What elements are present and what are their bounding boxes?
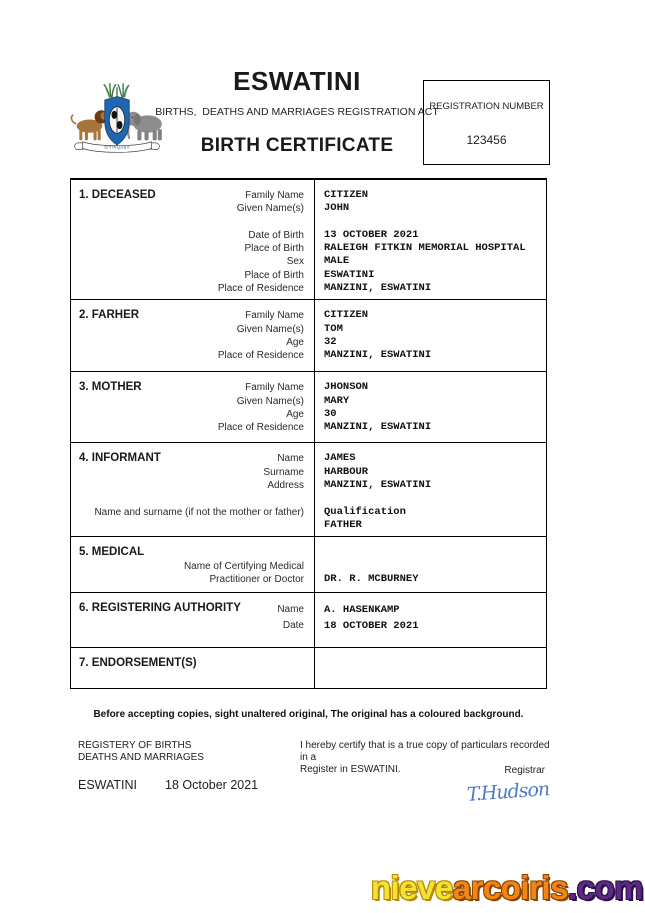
field-label: Family Name [245,382,304,394]
field-label: Place of Residence [217,350,304,362]
certificate-section [71,443,546,537]
section-labels [71,537,314,590]
section-title: 2. FARHER [79,309,140,322]
section-values [314,537,546,592]
watermark-part3: .com [567,869,643,906]
field-label: Date of Birth [248,229,304,241]
field-label: Given Name(s) [236,323,304,335]
field-value: RALEIGH FITKIN MEMORIAL HOSPITAL [324,242,526,255]
field-value: CITIZEN [324,309,369,322]
certificate-section [71,180,546,300]
field-value [324,560,544,573]
certificate-section [71,372,546,443]
section-values [314,443,546,536]
registry-block [78,740,204,764]
certify-line2: Register in ESWATINI. [300,764,401,775]
registration-number-value: 123456 [466,133,507,147]
field-label: Address [267,479,304,491]
field-value: 30 [324,407,337,420]
field-value: HARBOUR [324,465,369,478]
certify-line1: I hereby certify that is a true copy of particulars recorded in a [300,740,550,763]
certificate-section [71,648,546,688]
field-label [71,216,304,229]
field-value: A. HASENKAMP [324,604,400,617]
field-label: Surname [263,466,304,478]
field-label: Place of Birth [244,269,304,281]
eswatini-coat-of-arms-icon [64,82,170,162]
field-value: MANZINI, ESWATINI [324,282,432,295]
registrar-label: Registrar [504,765,545,776]
field-label: Age [286,336,304,348]
field-label: Family Name [245,190,304,201]
field-value: MANZINI, ESWATINI [324,421,432,434]
certificate-section [71,593,546,648]
field-value [324,546,544,559]
certificate-section [71,300,546,372]
field-value: JAMES [324,452,356,465]
field-value: 13 OCTOBER 2021 [324,228,419,241]
section-values [314,648,546,688]
section-labels [71,593,314,638]
field-value: MANZINI, ESWATINI [324,349,432,362]
field-label: Given Name(s) [236,395,304,407]
field-value: FATHER [324,518,362,531]
site-watermark [371,869,643,907]
field-label: Age [286,408,304,420]
field-label: Name [277,453,304,465]
section-title: 1. DECEASED [79,189,156,201]
issue-date: 18 October 2021 [165,778,259,792]
country-title: ESWATINI [233,66,361,96]
field-value: Qualification [324,505,406,518]
field-value: 18 OCTOBER 2021 [324,620,419,633]
field-value: JHONSON [324,381,369,394]
section-values [314,593,546,647]
field-label: Date [282,620,304,632]
field-label: Sex [286,256,304,268]
document-title: BIRTH CERTIFICATE [200,135,394,156]
field-label: Practitioner or Doctor [209,573,304,585]
field-value: JOHN [324,202,350,215]
field-label: Place of Residence [217,422,304,434]
certificate-table [70,178,547,689]
issue-place: ESWATINI [78,778,138,792]
field-label: Name [277,604,304,616]
field-label: Given Name(s) [236,203,304,215]
section-title: 7. ENDORSEMENT(S) [79,657,197,670]
field-value: 32 [324,335,337,348]
registrar-signature: T.Hudson [466,778,550,806]
section-title: 6. REGISTERING AUTHORITY [79,602,241,615]
section-title: 5. MEDICAL [79,546,145,559]
certificate-section [71,537,546,593]
field-label: Place of Birth [244,243,304,255]
field-value: CITIZEN [324,189,369,201]
act-subtitle: BIRTHS, DEATHS AND MARRIAGES REGISTRATION ACT [155,106,439,118]
field-value: MARY [324,394,350,407]
field-label: Name of Certifying Medical [183,560,304,572]
section-values [314,180,546,299]
field-value: MANZINI, ESWATINI [324,478,432,491]
watermark-part2: arcoiris [452,869,568,906]
lion-icon [71,110,108,140]
section-title: 3. MOTHER [79,381,142,394]
field-value: DR. R. MCBURNEY [324,572,419,585]
field-label [71,492,304,505]
field-value: TOM [324,322,343,335]
registry-line2: DEATHS AND MARRIAGES [78,752,204,763]
field-value: MALE [324,255,350,268]
field-label [71,519,304,532]
section-title: 4. INFORMANT [79,452,161,465]
watermark-part1: nieve [370,869,453,906]
field-label: Family Name [245,310,304,322]
shield-icon [105,97,129,145]
registration-number-box [423,80,550,165]
field-label: Place of Residence [217,283,304,295]
field-value [324,492,544,505]
section-values [314,372,546,442]
copy-notice: Before accepting copies, sight unaltered original, The original has a coloured background. [93,709,524,720]
field-value: ESWATINI [324,268,375,281]
registry-line1: REGISTERY OF BIRTHS [78,740,192,751]
registration-number-label: REGISTRATION NUMBER [429,101,544,112]
field-value [324,216,544,229]
field-label: Name and surname (if not the mother or father) [94,506,304,518]
section-values [314,300,546,371]
motto-text: SIYINQABA [104,144,130,150]
